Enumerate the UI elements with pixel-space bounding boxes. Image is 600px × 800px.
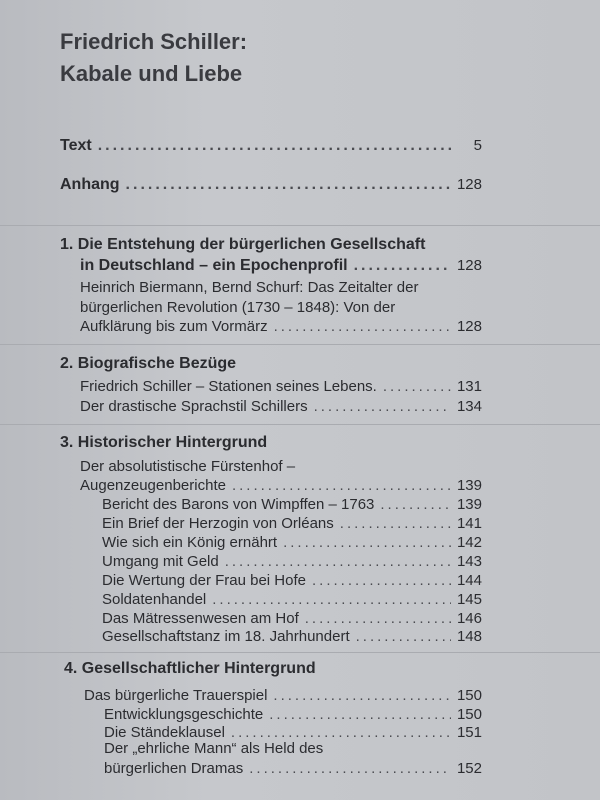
leader-dots	[231, 724, 451, 741]
toc-entry-text	[60, 137, 482, 155]
section-1-heading-line1: 1. Die Entstehung der bürgerlichen Gesellschaft	[60, 236, 426, 253]
book-title	[60, 26, 247, 90]
toc-page-number: 128	[456, 318, 482, 335]
toc-entry-biermann-line2: bürgerlichen Revolution (1730 – 1848): Von der	[80, 299, 396, 316]
toc-page-number: 141	[456, 515, 482, 532]
toc-page-number: 5	[473, 137, 482, 154]
toc-page-number: 128	[456, 257, 482, 274]
leader-dots	[232, 477, 451, 494]
toc-page-number: 142	[456, 534, 482, 551]
leader-dots	[212, 591, 451, 608]
toc-page-number: 139	[456, 496, 482, 513]
toc-entry	[80, 398, 482, 415]
section-2-heading: 2. Biografische Bezüge	[60, 355, 237, 372]
toc-entry-label: Soldatenhandel	[102, 591, 207, 608]
toc-subentry	[102, 610, 482, 627]
toc-entry-label: Das bürgerliche Trauerspiel	[84, 687, 268, 704]
book-title-line2: Kabale und Liebe	[60, 61, 243, 86]
section-divider	[0, 424, 600, 425]
section-3-heading: 3. Historischer Hintergrund	[60, 434, 268, 451]
toc-entry-label: Die Wertung der Frau bei Hofe	[102, 572, 306, 589]
toc-page-number: 145	[456, 591, 482, 608]
toc-entry-label: Entwicklungsgeschichte	[104, 706, 264, 723]
toc-entry-label: Augenzeugenberichte	[80, 477, 226, 494]
toc-page-number: 143	[456, 553, 482, 570]
leader-dots	[269, 706, 451, 723]
leader-dots	[274, 318, 451, 335]
toc-page-number: 128	[456, 176, 482, 193]
toc-subentry	[104, 724, 482, 741]
toc-entry-label: Aufklärung bis zum Vormärz	[80, 318, 268, 335]
leader-dots	[383, 378, 451, 395]
toc-page-number: 134	[456, 398, 482, 415]
toc-subentry	[102, 628, 482, 645]
toc-entry-biermann-line1: Heinrich Biermann, Bernd Schurf: Das Zeitalter der	[80, 279, 419, 296]
leader-dots	[126, 176, 451, 194]
toc-page-number: 150	[456, 706, 482, 723]
leader-dots	[98, 137, 454, 155]
toc-subentry	[102, 572, 482, 589]
toc-entry-label: Der drastische Sprachstil Schillers	[80, 398, 308, 415]
toc-page-number: 139	[456, 477, 482, 494]
toc-entry-anhang	[60, 176, 482, 194]
toc-entry-label: Wie sich ein König ernährt	[102, 534, 278, 551]
toc-page-number: 131	[456, 378, 482, 395]
section-divider	[0, 344, 600, 345]
leader-dots	[314, 398, 451, 415]
toc-subentry	[102, 534, 482, 551]
toc-subentry	[102, 496, 482, 513]
toc-entry-label: in Deutschland – ein Epochenprofil	[80, 257, 348, 274]
toc-entry-label: bürgerlichen Dramas	[104, 760, 244, 777]
leader-dots	[273, 687, 451, 704]
toc-entry-label: Text	[60, 137, 92, 154]
toc-entry-label: Das Mätressenwesen am Hof	[102, 610, 299, 627]
leader-dots	[356, 628, 451, 645]
toc-subentry-ehrliche-mann-line1: Der „ehrliche Mann“ als Held des	[104, 740, 324, 757]
toc-entry-label: Gesellschaftstanz im 18. Jahrhundert	[102, 628, 350, 645]
toc-page-number: 150	[456, 687, 482, 704]
toc-page-number: 152	[456, 760, 482, 777]
leader-dots	[380, 496, 451, 513]
toc-entry-label: Die Ständeklausel	[104, 724, 225, 741]
toc-page-number: 146	[456, 610, 482, 627]
leader-dots	[225, 553, 451, 570]
toc-entry-label: Bericht des Barons von Wimpffen – 1763	[102, 496, 375, 513]
toc-entry	[84, 687, 482, 704]
toc-entry-fuerstenhof-line2	[80, 477, 482, 494]
section-divider	[0, 652, 600, 653]
toc-entry-fuerstenhof-line1: Der absolutistische Fürstenhof –	[80, 458, 296, 475]
toc-entry	[80, 378, 482, 395]
toc-entry-label: Friedrich Schiller – Stationen seines Lebens.	[80, 378, 377, 395]
toc-subentry	[104, 706, 482, 723]
toc-page-number: 151	[456, 724, 482, 741]
book-title-line1: Friedrich Schiller:	[60, 29, 248, 54]
toc-page-number: 148	[456, 628, 482, 645]
leader-dots	[312, 572, 451, 589]
toc-subentry	[102, 591, 482, 608]
leader-dots	[340, 515, 451, 532]
leader-dots	[249, 760, 451, 777]
toc-entry-label: Ein Brief der Herzogin von Orléans	[102, 515, 334, 532]
toc-page-number: 144	[456, 572, 482, 589]
toc-entry-biermann-line3	[80, 318, 482, 335]
toc-entry-label: Anhang	[60, 176, 120, 193]
leader-dots	[283, 534, 451, 551]
leader-dots	[354, 257, 451, 275]
toc-subentry-ehrliche-mann-line2	[104, 760, 482, 777]
toc-subentry	[102, 515, 482, 532]
leader-dots	[305, 610, 451, 627]
toc-entry-label: Umgang mit Geld	[102, 553, 219, 570]
section-4-heading: 4. Gesellschaftlicher Hintergrund	[64, 660, 316, 677]
toc-subentry	[102, 553, 482, 570]
section-1-heading-line2	[80, 257, 482, 275]
section-divider	[0, 225, 600, 226]
